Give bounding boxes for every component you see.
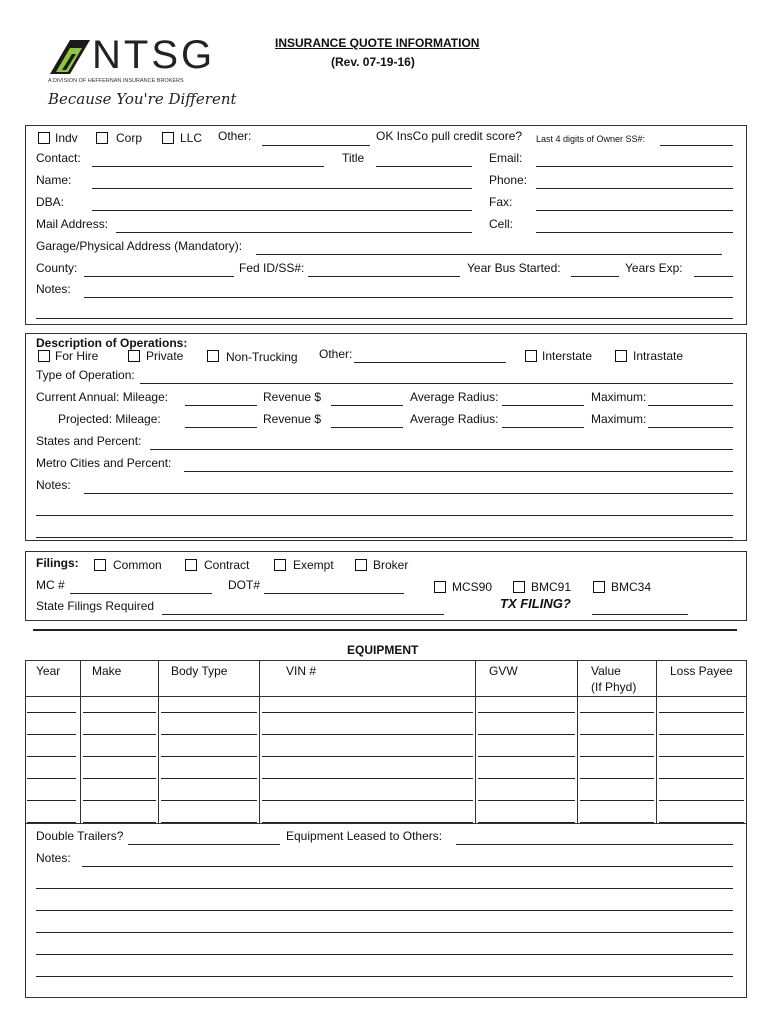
equipment-cell-field[interactable] <box>83 800 156 801</box>
equipment-notes-line-1[interactable] <box>82 866 733 867</box>
logo <box>40 33 237 114</box>
intrastate-label: Intrastate <box>633 349 684 363</box>
entity-corp-checkbox[interactable] <box>96 132 108 144</box>
ntsg-logo-mark-icon <box>48 36 92 76</box>
years-exp-field[interactable] <box>694 276 733 277</box>
tx-filing-label: TX FILING? <box>500 596 571 611</box>
type-of-operation-label: Type of Operation: <box>36 368 135 382</box>
operations-notes-line-1[interactable] <box>84 493 733 494</box>
equipment-cell-field[interactable] <box>580 778 654 779</box>
broker-checkbox[interactable] <box>355 559 367 571</box>
year-started-field[interactable] <box>571 276 619 277</box>
entity-other-label: Other: <box>218 129 252 143</box>
equipment-cell-field[interactable] <box>27 712 76 713</box>
contract-label: Contract <box>204 558 250 572</box>
cell-field[interactable] <box>536 232 733 233</box>
operations-notes-label: Notes: <box>36 478 71 492</box>
title-label: Title <box>342 151 365 165</box>
dot-field[interactable] <box>264 593 404 594</box>
intrastate-checkbox[interactable] <box>615 350 627 362</box>
title-field[interactable] <box>376 166 472 167</box>
current-maximum-label: Maximum: <box>591 390 647 404</box>
non-trucking-checkbox[interactable] <box>207 350 219 362</box>
equipment-cell-field[interactable] <box>659 712 744 713</box>
entity-indv-label: Indv <box>55 131 78 145</box>
logo-division: A DIVISION OF HEFFERNAN INSURANCE BROKERS <box>48 78 184 84</box>
ss-last4-label: Last 4 digits of Owner SS#: <box>536 134 646 144</box>
ss-last4-field[interactable] <box>660 145 733 146</box>
garage-address-label: Garage/Physical Address (Mandatory): <box>36 239 243 253</box>
equipment-cell-field[interactable] <box>580 756 654 757</box>
contact-field[interactable] <box>92 166 324 167</box>
applicant-notes-line-1[interactable] <box>84 297 733 298</box>
entity-other-field[interactable] <box>262 145 370 146</box>
phone-field[interactable] <box>536 188 733 189</box>
mail-address-label: Mail Address: <box>36 217 109 231</box>
common-label: Common <box>113 558 162 572</box>
for-hire-label: For Hire <box>55 349 99 363</box>
garage-address-field[interactable] <box>256 254 722 255</box>
equipment-cell-field[interactable] <box>83 712 156 713</box>
projected-maximum-label: Maximum: <box>591 412 647 426</box>
equipment-cell-field[interactable] <box>161 712 257 713</box>
email-field[interactable] <box>536 166 733 167</box>
exempt-label: Exempt <box>293 558 334 572</box>
logo-brand: NTSG <box>92 33 216 77</box>
operations-heading: Description of Operations: <box>36 336 188 350</box>
private-checkbox[interactable] <box>128 350 140 362</box>
equipment-cell-field[interactable] <box>659 800 744 801</box>
projected-mileage-label: Projected: Mileage: <box>58 412 161 426</box>
col-divider <box>80 660 81 823</box>
equipment-cell-field[interactable] <box>27 800 76 801</box>
col-header-loss-payee: Loss Payee <box>670 664 733 678</box>
col-divider <box>158 660 159 823</box>
col-divider <box>475 660 476 823</box>
equipment-notes-label: Notes: <box>36 851 71 865</box>
col-divider <box>656 660 657 823</box>
metro-percent-field[interactable] <box>184 471 733 472</box>
fed-id-label: Fed ID/SS#: <box>239 261 305 275</box>
years-exp-label: Years Exp: <box>625 261 683 275</box>
operations-other-label: Other: <box>319 347 353 361</box>
double-trailers-field[interactable] <box>128 844 280 845</box>
states-percent-field[interactable] <box>150 449 733 450</box>
equipment-notes-line-5[interactable] <box>36 954 733 955</box>
equipment-cell-field[interactable] <box>83 822 156 823</box>
current-radius-field[interactable] <box>502 405 584 406</box>
entity-corp-label: Corp <box>116 131 143 145</box>
interstate-label: Interstate <box>542 349 593 363</box>
equipment-notes-line-6[interactable] <box>36 976 733 977</box>
equipment-cell-field[interactable] <box>478 800 575 801</box>
col-header-body-type: Body Type <box>171 664 228 678</box>
equipment-cell-field[interactable] <box>478 734 575 735</box>
col-header-make: Make <box>92 664 122 678</box>
entity-llc-checkbox[interactable] <box>162 132 174 144</box>
equipment-cell-field[interactable] <box>262 712 473 713</box>
equipment-cell-field[interactable] <box>161 822 257 823</box>
bmc34-checkbox[interactable] <box>593 581 605 593</box>
dba-field[interactable] <box>92 210 472 211</box>
equipment-cell-field[interactable] <box>478 712 575 713</box>
email-label: Email: <box>489 151 523 165</box>
equipment-cell-field[interactable] <box>27 756 76 757</box>
tx-filing-field[interactable] <box>592 614 688 615</box>
equipment-cell-field[interactable] <box>262 756 473 757</box>
equipment-cell-field[interactable] <box>27 822 76 823</box>
projected-mileage-field[interactable] <box>185 427 257 428</box>
fax-field[interactable] <box>536 210 733 211</box>
equipment-cell-field[interactable] <box>659 822 744 823</box>
mcs90-label: MCS90 <box>452 580 493 594</box>
states-percent-label: States and Percent: <box>36 434 142 448</box>
dba-label: DBA: <box>36 195 65 209</box>
operations-other-field[interactable] <box>354 362 506 363</box>
for-hire-checkbox[interactable] <box>38 350 50 362</box>
logo-tagline: Because You're Different <box>48 90 237 108</box>
private-label: Private <box>146 349 184 363</box>
equipment-cell-field[interactable] <box>478 756 575 757</box>
non-trucking-label: Non-Trucking <box>226 350 298 364</box>
equipment-cell-field[interactable] <box>161 756 257 757</box>
equipment-cell-field[interactable] <box>83 756 156 757</box>
col-header-year: Year <box>36 664 61 678</box>
equipment-cell-field[interactable] <box>83 734 156 735</box>
mcs90-checkbox[interactable] <box>434 581 446 593</box>
entity-indv-checkbox[interactable] <box>38 132 50 144</box>
fed-id-field[interactable] <box>308 276 460 277</box>
col-divider <box>259 660 260 823</box>
projected-revenue-label: Revenue $ <box>263 412 322 426</box>
section-divider <box>33 629 737 631</box>
col-header-value-sub: (If Phyd) <box>591 680 637 694</box>
projected-maximum-field[interactable] <box>648 427 733 428</box>
equipment-heading: EQUIPMENT <box>347 643 419 657</box>
cell-label: Cell: <box>489 217 514 231</box>
applicant-notes-label: Notes: <box>36 282 71 296</box>
equipment-cell-field[interactable] <box>659 756 744 757</box>
equipment-cell-field[interactable] <box>262 822 473 823</box>
equipment-cell-field[interactable] <box>262 778 473 779</box>
fax-label: Fax: <box>489 195 513 209</box>
current-revenue-label: Revenue $ <box>263 390 322 404</box>
projected-radius-label: Average Radius: <box>410 412 499 426</box>
bmc91-label: BMC91 <box>531 580 572 594</box>
leased-label: Equipment Leased to Others: <box>286 829 443 843</box>
col-header-gvw: GVW <box>489 664 518 678</box>
equipment-header-divider <box>25 696 747 697</box>
equipment-notes-line-2[interactable] <box>36 888 733 889</box>
equipment-cell-field[interactable] <box>161 778 257 779</box>
current-revenue-field[interactable] <box>331 405 403 406</box>
equipment-cell-field[interactable] <box>580 822 654 823</box>
equipment-cell-field[interactable] <box>262 800 473 801</box>
equipment-notes-line-3[interactable] <box>36 910 733 911</box>
exempt-checkbox[interactable] <box>274 559 286 571</box>
equipment-cell-field[interactable] <box>580 800 654 801</box>
bmc34-label: BMC34 <box>611 580 652 594</box>
type-of-operation-field[interactable] <box>140 383 733 384</box>
equipment-table-bottom <box>25 823 747 824</box>
equipment-cell-field[interactable] <box>580 712 654 713</box>
interstate-checkbox[interactable] <box>525 350 537 362</box>
col-header-vin: VIN # <box>286 664 317 678</box>
col-divider <box>577 660 578 823</box>
operations-notes-line-2[interactable] <box>36 515 733 516</box>
mail-address-field[interactable] <box>116 232 472 233</box>
projected-revenue-field[interactable] <box>331 427 403 428</box>
projected-radius-field[interactable] <box>502 427 584 428</box>
mc-field[interactable] <box>70 593 212 594</box>
equipment-cell-field[interactable] <box>580 734 654 735</box>
operations-notes-line-3[interactable] <box>36 537 733 538</box>
contact-label: Contact: <box>36 151 81 165</box>
col-header-value: Value <box>591 664 621 678</box>
equipment-cell-field[interactable] <box>83 778 156 779</box>
leased-field[interactable] <box>456 844 733 845</box>
name-label: Name: <box>36 173 72 187</box>
contract-checkbox[interactable] <box>185 559 197 571</box>
current-mileage-field[interactable] <box>185 405 257 406</box>
broker-label: Broker <box>373 558 409 572</box>
equipment-cell-field[interactable] <box>478 778 575 779</box>
filings-heading: Filings: <box>36 556 79 570</box>
mc-label: MC # <box>36 578 65 592</box>
bmc91-checkbox[interactable] <box>513 581 525 593</box>
name-field[interactable] <box>92 188 472 189</box>
equipment-cell-field[interactable] <box>27 734 76 735</box>
credit-question-label: OK InsCo pull credit score? <box>376 129 523 143</box>
current-mileage-label: Current Annual: Mileage: <box>36 390 169 404</box>
county-field[interactable] <box>84 276 234 277</box>
entity-llc-label: LLC <box>180 131 203 145</box>
applicant-notes-line-2[interactable] <box>36 318 733 319</box>
equipment-cell-field[interactable] <box>262 734 473 735</box>
equipment-cell-field[interactable] <box>659 778 744 779</box>
current-maximum-field[interactable] <box>648 405 733 406</box>
equipment-cell-field[interactable] <box>478 822 575 823</box>
applicant-section <box>25 125 747 325</box>
year-started-label: Year Bus Started: <box>467 261 561 275</box>
form-title: INSURANCE QUOTE INFORMATION <box>275 36 480 50</box>
state-filings-label: State Filings Required <box>36 599 155 613</box>
state-filings-field[interactable] <box>162 614 444 615</box>
equipment-cell-field[interactable] <box>161 734 257 735</box>
county-label: County: <box>36 261 78 275</box>
equipment-cell-field[interactable] <box>27 778 76 779</box>
current-radius-label: Average Radius: <box>410 390 499 404</box>
form-revision: (Rev. 07-19-16) <box>331 55 415 69</box>
equipment-cell-field[interactable] <box>161 800 257 801</box>
metro-percent-label: Metro Cities and Percent: <box>36 456 172 470</box>
equipment-cell-field[interactable] <box>659 734 744 735</box>
dot-label: DOT# <box>228 578 261 592</box>
common-checkbox[interactable] <box>94 559 106 571</box>
phone-label: Phone: <box>489 173 528 187</box>
equipment-notes-line-4[interactable] <box>36 932 733 933</box>
double-trailers-label: Double Trailers? <box>36 829 124 843</box>
